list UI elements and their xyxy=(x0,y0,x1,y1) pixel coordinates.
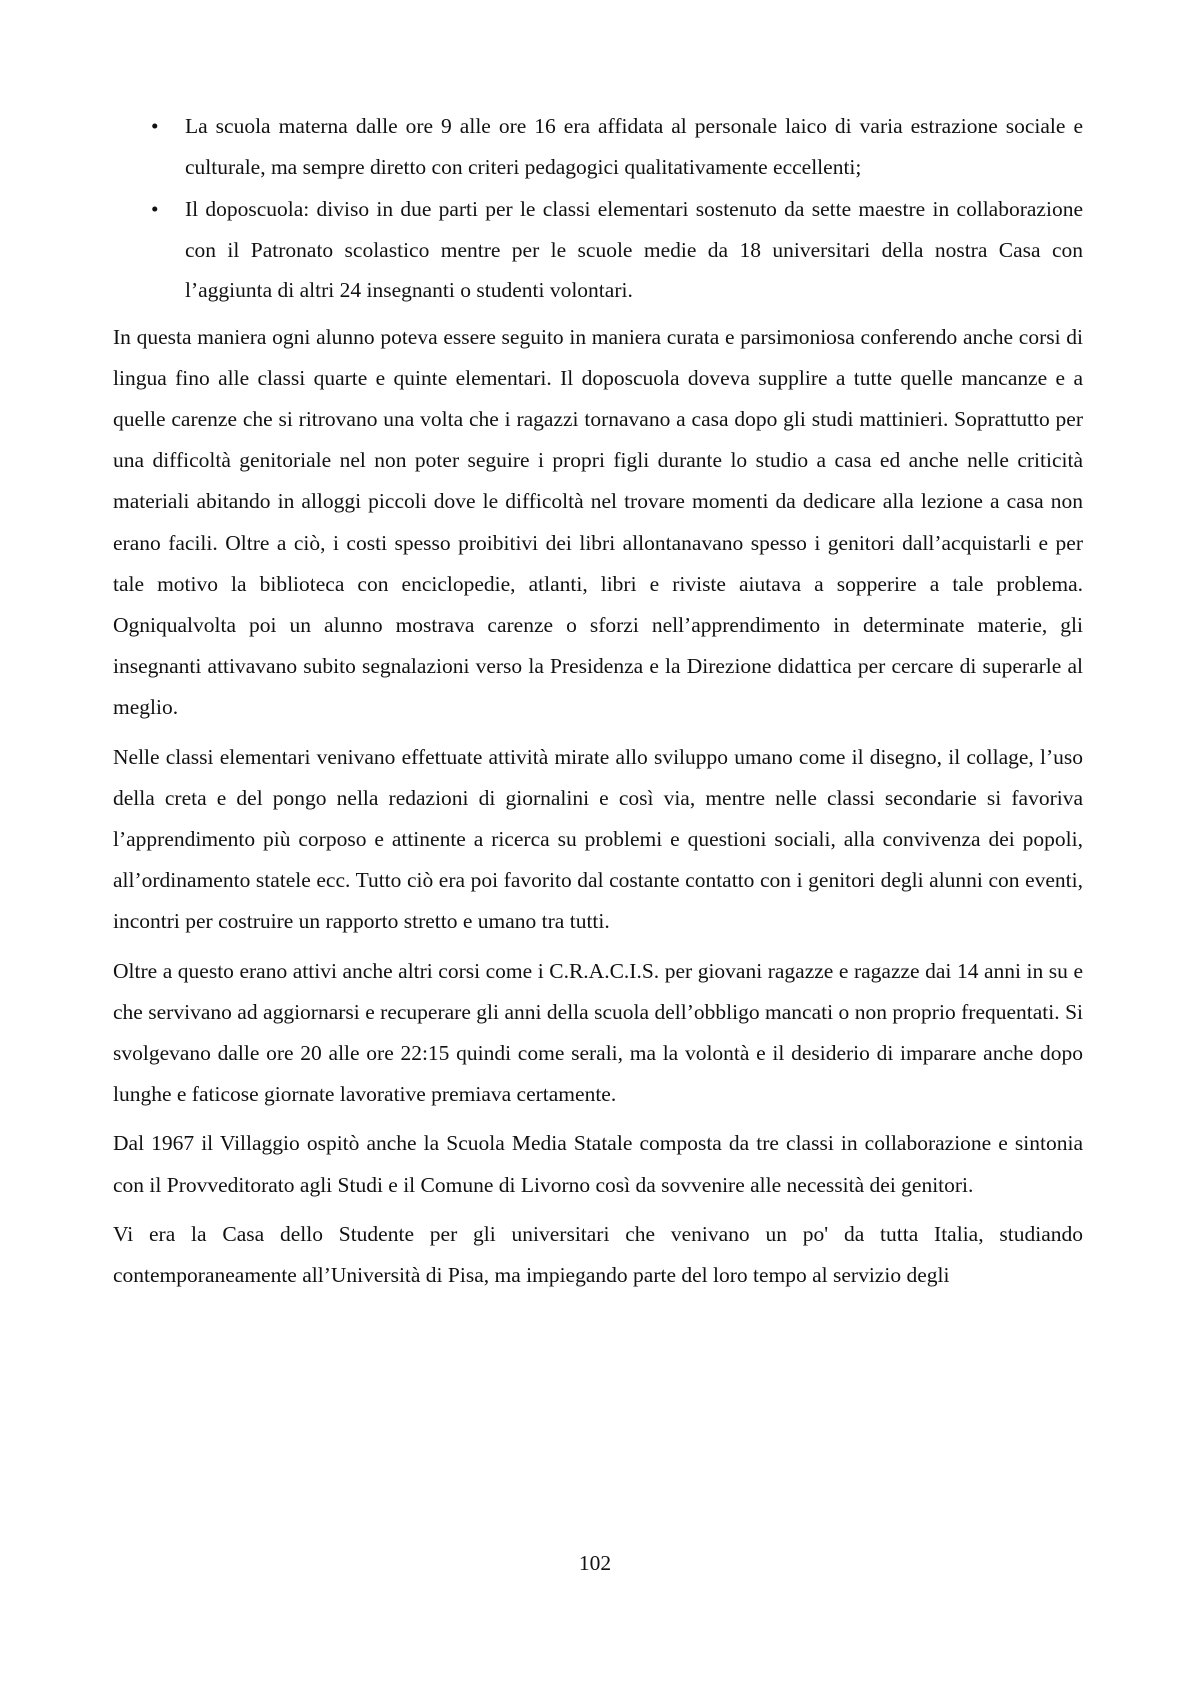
list-item-text: La scuola materna dalle ore 9 alle ore 16 era affidata al personale laico di varia estrazione sociale e culturale, ma sempre diretto con criteri pedagogici qualitativamente eccellenti; xyxy=(185,114,1083,179)
paragraph: In questa maniera ogni alunno poteva essere seguito in maniera curata e parsimoniosa conferendo anche corsi di lingua fino alle classi quarte e quinte elementari. Il doposcuola doveva supplire a tutte quelle mancanze e a quelle carenze che si ritrovano una volta che i ragazzi tornavano a casa dopo gli studi mattinieri. Soprattutto per una difficoltà genitoriale nel non poter seguire i propri figli durante lo studio a casa ed anche nelle criticità materiali abitando in alloggi piccoli dove le difficoltà nel trovare momenti da dedicare alla lezione a casa non erano facili. Oltre a ciò, i costi spesso proibitivi dei libri allontanavano spesso i genitori dall’acquistarli e per tale motivo la biblioteca con enciclopedie, atlanti, libri e riviste aiutava a sopperire a tale problema. Ogniqualvolta poi un alunno mostrava carenze o sforzi nell’apprendimento in determinate materie, gli insegnanti attivavano subito segnalazioni verso la Presidenza e la Direzione didattica per cercare di superarle al meglio. xyxy=(113,324,1083,720)
paragraph: Oltre a questo erano attivi anche altri corsi come i C.R.A.C.I.S. per giovani ragazze e ragazze dai 14 anni in su e che servivano ad aggiornarsi e recuperare gli anni della scuola dell’obbligo mancati o non proprio frequentati. Si svolgevano dalle ore 20 alle ore 22:15 quindi come serali, ma la volontà e il desiderio di imparare anche dopo lunghe e faticose giornate lavorative premiava certamente. xyxy=(113,958,1083,1107)
page-number: 102 xyxy=(578,1551,612,1575)
page-body xyxy=(113,106,1083,1304)
paragraph: Nelle classi elementari venivano effettuate attività mirate allo sviluppo umano come il disegno, il collage, l’uso della creta e del pongo nella redazioni di giornalini e così via, mentre nelle classi secondarie si favoriva l’apprendimento più corposo e attinente a ricerca su problemi e questioni sociali, alla convivenza dei popoli, all’ordinamento statele ecc. Tutto ciò era poi favorito dal costante contatto con i genitori degli alunni con eventi, incontri per costruire un rapporto stretto e umano tra tutti. xyxy=(113,744,1083,934)
bullet-marker: • xyxy=(151,197,159,221)
list-item xyxy=(113,189,1083,311)
bullet-marker: • xyxy=(151,114,159,138)
paragraph: Dal 1967 il Villaggio ospitò anche la Scuola Media Statale composta da tre classi in collaborazione e sintonia con il Provveditorato agli Studi e il Comune di Livorno così da sovvenire alle necessità dei genitori. xyxy=(113,1131,1083,1197)
list-item-text: Il doposcuola: diviso in due parti per le classi elementari sostenuto da sette maestre in collaborazione con il Patronato scolastico mentre per le scuole medie da 18 universitari della nostra Casa con l’aggiunta di altri 24 insegnanti o studenti volontari. xyxy=(185,197,1083,302)
list-item xyxy=(113,106,1083,187)
paragraph: Vi era la Casa dello Studente per gli universitari che venivano un po' da tutta Italia, studiando contemporaneamente all’Università di Pisa, ma impiegando parte del loro tempo al servizio degli xyxy=(113,1221,1083,1287)
bullet-list xyxy=(113,106,1083,311)
